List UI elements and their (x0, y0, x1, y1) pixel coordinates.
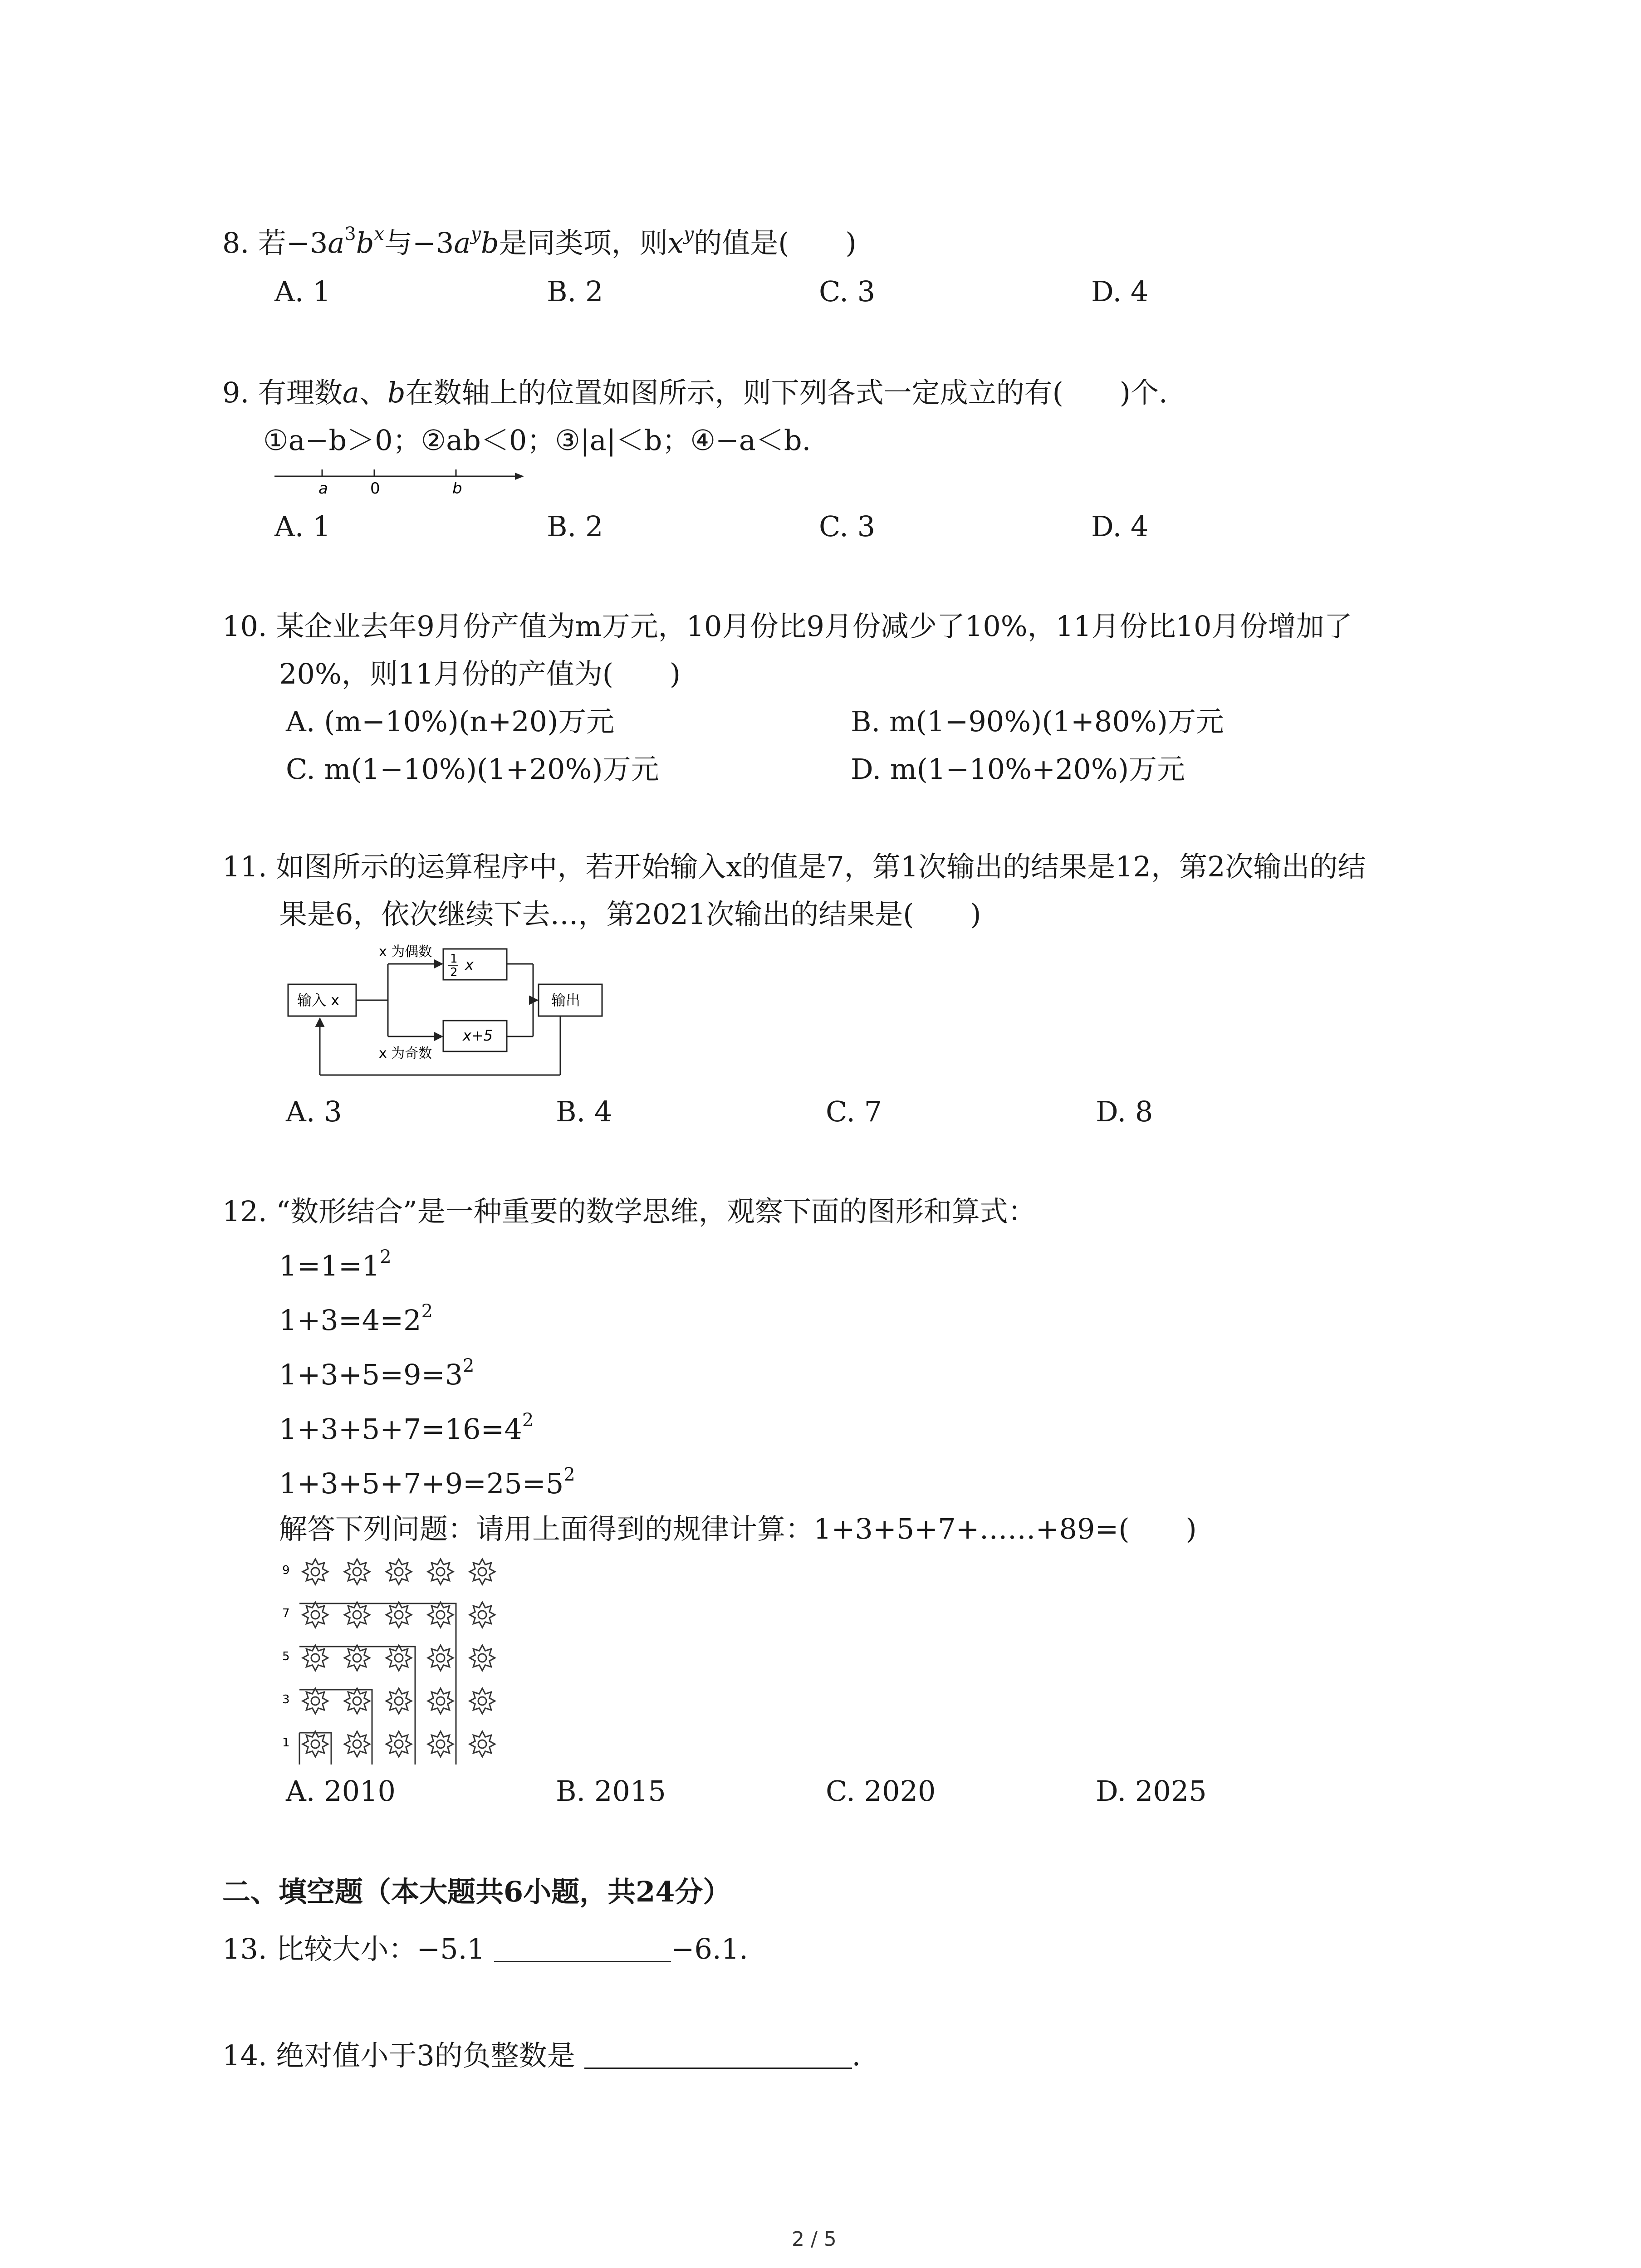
q10-stem-line2: 20%，则11月份的产值为( ) (279, 657, 681, 690)
star-icon (386, 1602, 411, 1628)
page-number: 2 / 5 (792, 2228, 837, 2251)
star-icon (303, 1731, 328, 1757)
q9-option-c[interactable]: C. 3 (819, 510, 876, 543)
star-icon (303, 1645, 328, 1671)
svg-text:x: x (465, 956, 474, 973)
q9-option-d[interactable]: D. 4 (1091, 510, 1149, 543)
star-icon (428, 1645, 453, 1671)
q11-option-a[interactable]: A. 3 (286, 1095, 342, 1128)
q9-conditions: ①a−b＞0；②ab＜0；③|a|＜b；④−a＜b. (263, 424, 811, 457)
star-icon (386, 1688, 411, 1714)
odd-label: x 为奇数 (379, 1046, 432, 1061)
star-icon (386, 1731, 411, 1757)
q13-stem: 13. 比较大小：−5.1 −6.1. (222, 1932, 748, 1965)
q11-option-b[interactable]: B. 4 (556, 1095, 612, 1128)
q8-stem: 8. 若$-3a^3b^x$与$-3a^yb$是同类项，则$x^y$的值是( ) (222, 224, 857, 259)
number-line-arrow (515, 473, 524, 480)
star-icon (470, 1731, 495, 1757)
q12-equation-4: $1+3+5+7=16=4^2$ (279, 1410, 534, 1446)
star-icon (428, 1731, 453, 1757)
q14-stem: 14. 绝对值小于3的负整数是 . (222, 2039, 861, 2072)
q12-equation-2: $1+3=4=2^2$ (279, 1301, 433, 1337)
star-icon (386, 1559, 411, 1584)
row-label-3: 3 (282, 1693, 290, 1706)
q12-equation-1: $1=1=1^2$ (279, 1246, 392, 1282)
star-icon (344, 1688, 370, 1714)
flowchart-figure (281, 943, 608, 1089)
q11-stem-line2: 果是6，依次继续下去…，第2021次输出的结果是( ) (279, 898, 981, 931)
q11-option-c[interactable]: C. 7 (826, 1095, 882, 1128)
q10-option-a[interactable]: A. (m−10%)(n+20)万元 (286, 705, 615, 738)
star-icon (470, 1645, 495, 1671)
q8-option-a[interactable]: A. 1 (274, 275, 331, 308)
row-label-1: 1 (282, 1736, 290, 1750)
svg-text:2: 2 (450, 966, 458, 979)
q12-question: 解答下列问题：请用上面得到的规律计算：1+3+5+7+……+89=( ) (279, 1512, 1197, 1545)
q10-option-b[interactable]: B. m(1−90%)(1+80%)万元 (851, 705, 1224, 738)
q14-answer-blank[interactable] (584, 2041, 852, 2069)
star-icon (344, 1645, 370, 1671)
q12-option-b[interactable]: B. 2015 (556, 1774, 666, 1808)
star-icon (470, 1688, 495, 1714)
star-icon (428, 1559, 453, 1584)
star-icon (344, 1602, 370, 1628)
star-icon (386, 1645, 411, 1671)
q8-option-b[interactable]: B. 2 (547, 275, 603, 308)
star-icon (303, 1559, 328, 1584)
star-icon (428, 1602, 453, 1628)
input-label: 输入 x (297, 992, 340, 1009)
number-line-figure (272, 467, 526, 503)
label-a: a (318, 479, 328, 498)
q10-option-d[interactable]: D. m(1−10%+20%)万元 (851, 753, 1185, 786)
svg-text:1: 1 (450, 952, 458, 966)
row-label-9: 9 (282, 1564, 290, 1577)
star-grid-figure (281, 1551, 508, 1769)
q13-answer-blank[interactable] (494, 1935, 671, 1962)
row-label-7: 7 (282, 1607, 290, 1620)
q12-equation-3: $1+3+5=9=3^2$ (279, 1355, 475, 1391)
label-0: 0 (370, 479, 380, 498)
even-label: x 为偶数 (379, 944, 432, 960)
star-icon (470, 1602, 495, 1628)
star-icon (428, 1688, 453, 1714)
q9-stem: 9. 有理数a、b在数轴上的位置如图所示，则下列各式一定成立的有( )个. (222, 376, 1168, 409)
svg-text:x+5: x+5 (463, 1027, 493, 1044)
q12-option-d[interactable]: D. 2025 (1096, 1774, 1207, 1808)
row-label-5: 5 (282, 1650, 290, 1663)
q9-option-a[interactable]: A. 1 (274, 510, 331, 543)
star-icon (470, 1559, 495, 1584)
section-heading: 二、填空题（本大题共6小题，共24分） (222, 1875, 731, 1908)
q12-option-a[interactable]: A. 2010 (286, 1774, 396, 1808)
q10-stem-line1: 10. 某企业去年9月份产值为m万元，10月份比9月份减少了10%，11月份比10月份增加了 (222, 610, 1352, 643)
output-label: 输出 (551, 992, 581, 1009)
q10-option-c[interactable]: C. m(1−10%)(1+20%)万元 (286, 753, 659, 786)
q9-option-b[interactable]: B. 2 (547, 510, 603, 543)
q11-option-d[interactable]: D. 8 (1096, 1095, 1153, 1128)
star-icon (303, 1602, 328, 1628)
q12-option-c[interactable]: C. 2020 (826, 1774, 936, 1808)
star-icon (344, 1559, 370, 1584)
q8-option-d[interactable]: D. 4 (1091, 275, 1149, 308)
star-icon (303, 1688, 328, 1714)
q8-option-c[interactable]: C. 3 (819, 275, 876, 308)
q11-stem-line1: 11. 如图所示的运算程序中，若开始输入x的值是7，第1次输出的结果是12，第2次输出的结 (222, 850, 1366, 883)
star-grid (303, 1559, 495, 1757)
q12-stem: 12. “数形结合”是一种重要的数学思维，观察下面的图形和算式： (222, 1195, 1036, 1228)
label-b: b (452, 479, 462, 498)
star-icon (344, 1731, 370, 1757)
q12-equation-5: $1+3+5+7+9=25=5^2$ (279, 1464, 575, 1500)
